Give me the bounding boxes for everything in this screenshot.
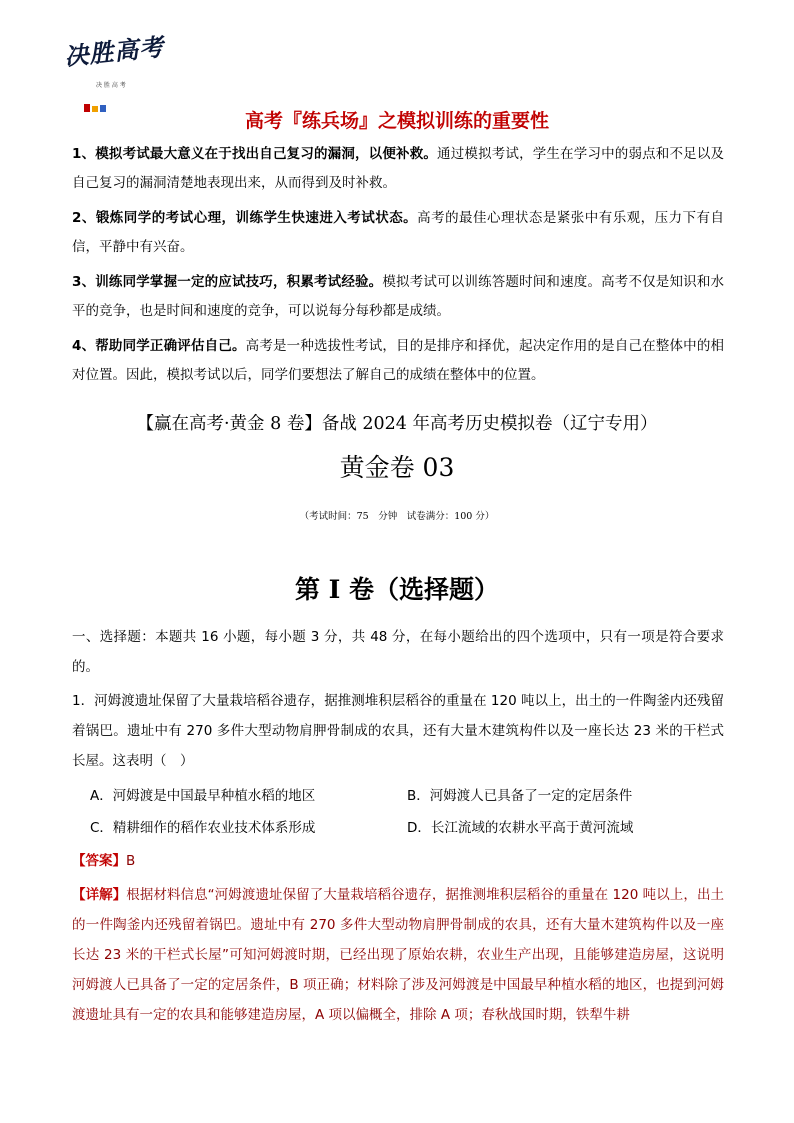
logo-subtext: 决 胜 高 考 [96,82,126,89]
option-d: D．长江流域的农耕水平高于黄河流域 [407,820,634,836]
intro-1-lead: 1、模拟考试最大意义在于找出自己复习的漏洞，以便补救。 [72,146,438,162]
detail-text: 根据材料信息“河姆渡遗址保留了大量栽培稻谷遗存，据推测堆积层稻谷的重量在 120 吨以上，出土的一件陶釜内还残留着锅巴。遗址中有 270 多件大型动物肩胛骨制成的农具，还有大量木建筑构件以及一座长达 23 米的干栏式长屋”可知河姆渡时期，已经出现了原始农耕，农业生产出现，且能够建造房屋，这说明河姆渡人已具备了一定的定居条件，B 项正确；材料除了涉及河姆渡是中国最早种植水稻的地区，也提到河姆渡遗址具有一定的农具和能够建造房屋，A 项以偏概全，排除 A 项；春秋战国时期，铁犁牛耕 [72,887,725,1023]
intro-4-lead: 4、帮助同学正确评估自己。 [72,338,246,354]
intro-paragraph-3 [72,268,724,326]
section-instruction: 一、选择题：本题共 16 小题，每小题 3 分，共 48 分，在每小题给出的四个选项中，只有一项是符合要求的。 [72,629,724,675]
part-title: 第 I 卷（选择题） [294,575,500,604]
intro-3-lead: 3、训练同学掌握一定的应试技巧，积累考试经验。 [72,274,383,290]
option-b: B．河姆渡人已具备了一定的定居条件 [407,788,633,804]
question-1-options [72,780,724,844]
answer-value: B [126,853,136,869]
answer-label: 【答案】 [72,853,126,869]
option-a: A．河姆渡是中国最早种植水稻的地区 [90,788,316,804]
logo [64,28,182,108]
intro-3-text: 模拟考试可以训练答题时间和速度。高考不仅是知识和水平的竞争，也是时间和速度的竞争，可以说每分每秒都是成绩。 [72,274,724,319]
question-1-stem: 1．河姆渡遗址保留了大量栽培稻谷遗存，据推测堆积层稻谷的重量在 120 吨以上，出土的一件陶釜内还残留着锅巴。遗址中有 270 多件大型动物肩胛骨制成的农具，还有大量木建筑构件以及一座长达 23 米的干栏式长屋。这表明（ ） [72,693,724,769]
detail-label: 【详解】 [72,887,127,903]
exam-meta: （考试时间：75 分钟 试卷满分：100 分） [299,511,495,522]
intro-4-text: 高考是一种选拔性考试，目的是排序和择优，起决定作用的是自己在整体中的相对位置。因此，模拟考试以后，同学们要想法了解自己的成绩在整体中的位置。 [72,338,724,383]
intro-paragraph-4 [72,332,724,390]
exam-paper-title: 黄金卷 03 [339,453,455,482]
option-c: C．精耕细作的稻作农业技术体系形成 [90,820,316,836]
question-1-answer [72,846,724,876]
intro-1-text: 通过模拟考试，学生在学习中的弱点和不足以及自己复习的漏洞清楚地表现出来，从而得到及时补救。 [72,146,724,191]
intro-paragraph-1 [72,140,724,198]
question-1-detail [72,880,724,1030]
intro-2-text: 高考的最佳心理状态是紧张中有乐观，压力下有自信，平静中有兴奋。 [72,210,724,255]
question-section [72,622,724,1034]
intro-section [72,140,724,396]
page-heading: 高考『练兵场』之模拟训练的重要性 [244,110,549,132]
intro-2-lead: 2、锻炼同学的考试心理，训练学生快速进入考试状态。 [72,210,418,226]
logo-brand: 决胜高考 [63,32,166,72]
intro-paragraph-2 [72,204,724,262]
exam-series-title: 【赢在高考·黄金 8 卷】备战 2024 年高考历史模拟卷（辽宁专用） [136,414,658,434]
